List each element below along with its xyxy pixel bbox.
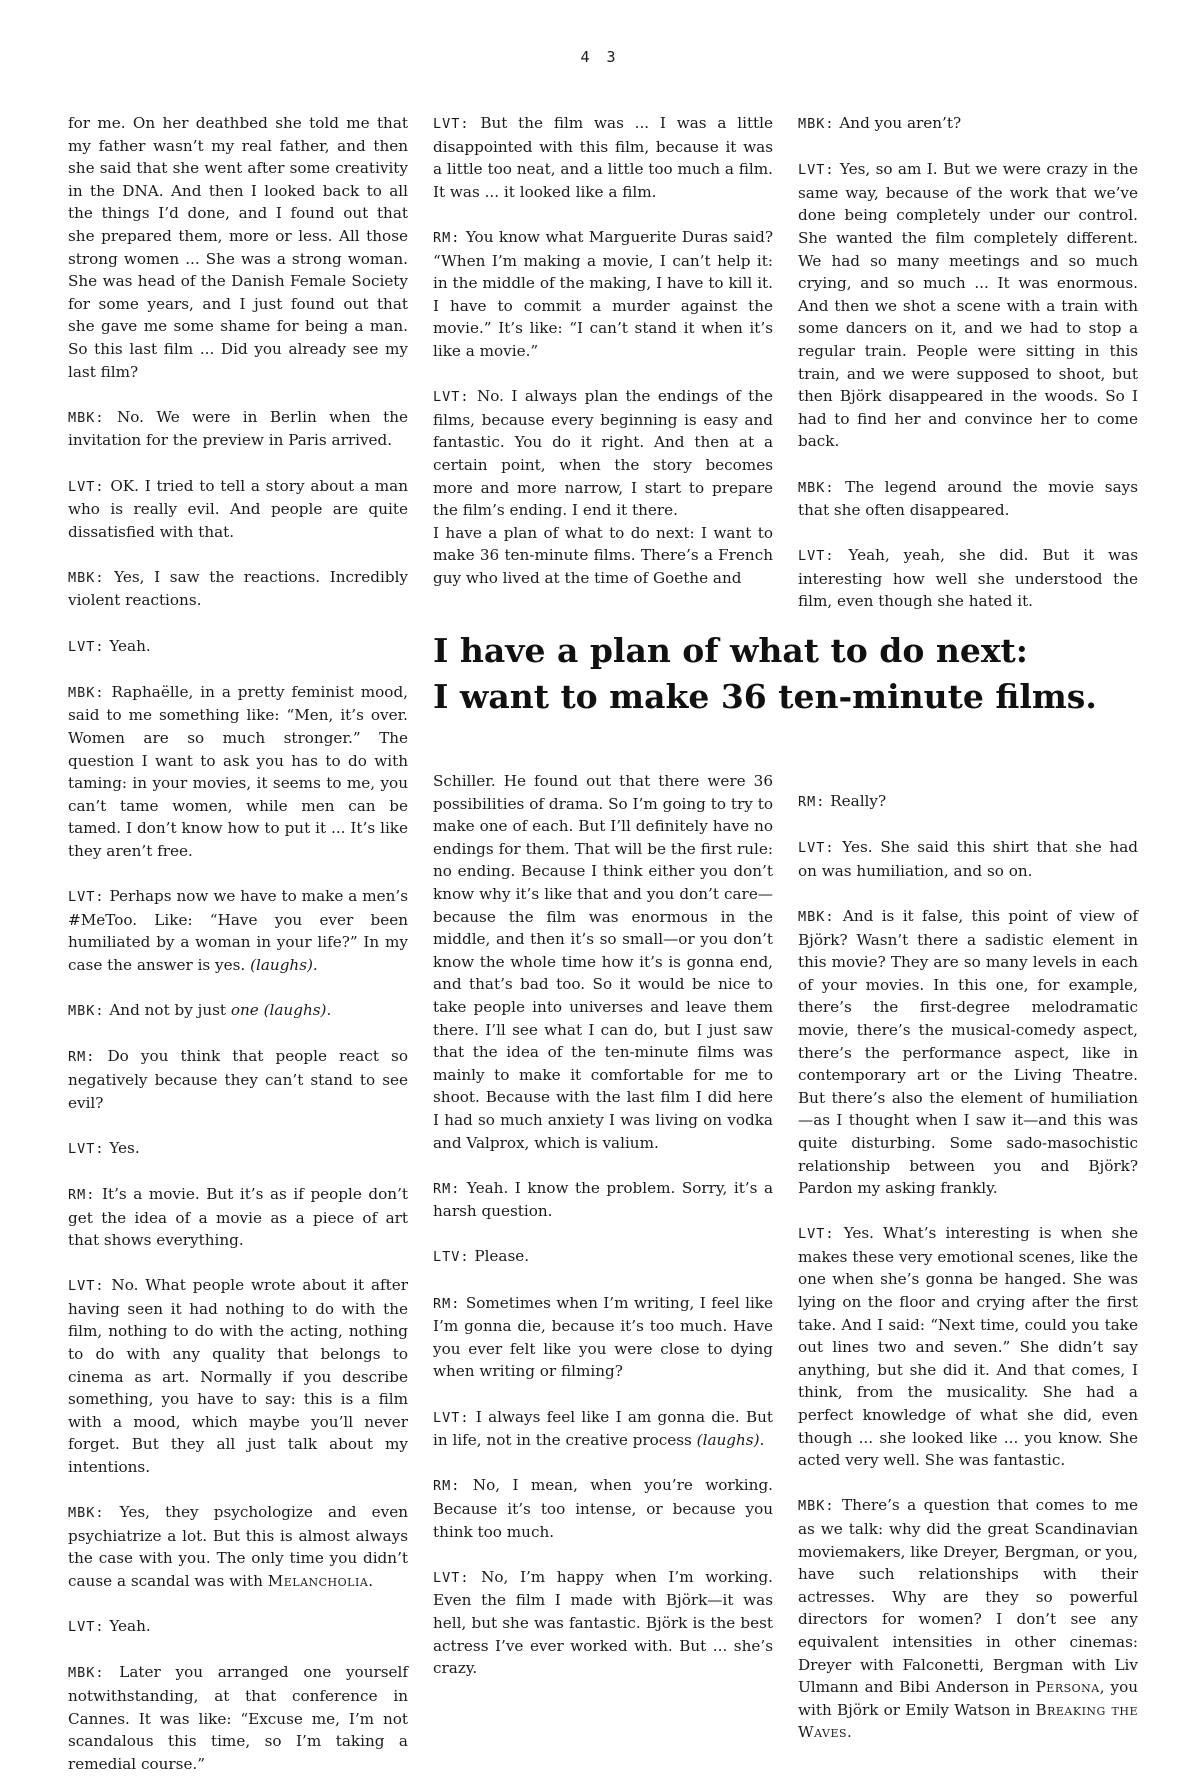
paragraph-text: . bbox=[847, 1723, 852, 1742]
speaker-label: MBK: bbox=[798, 908, 835, 925]
speaker-label: RM: bbox=[433, 229, 461, 246]
paragraph-text: Do you think that people react so negatively because they can’t stand to see evil? bbox=[68, 1047, 408, 1112]
paragraph-text: , you with Björk or Emily Watson in bbox=[798, 1678, 1138, 1719]
paragraph bbox=[68, 1501, 408, 1592]
paragraph-text: for me. On her deathbed she told me that my father wasn’t my real father, and then she said that she went after some creativity in the DNA. And then I looked back to all the things I’d done, and I found out that she prepared them, more or less. All those strong women ... She was a strong woman. She was head of the Danish Female Society for some years, and I just found out that she gave me some shame for being a man. So this last film ... Did you already see my last film? bbox=[68, 114, 408, 381]
paragraph-text: It’s a movie. But it’s as if people don’t get the idea of a movie as a piece of art that shows everything. bbox=[68, 1184, 409, 1250]
speaker-label: RM: bbox=[798, 794, 826, 810]
paragraph bbox=[433, 1566, 773, 1680]
paragraph-text: Yeah. bbox=[109, 636, 151, 655]
paragraph-text: No, I mean, when you’re working. Because it’s too intense, or because you think too much. bbox=[433, 1476, 773, 1541]
paragraph bbox=[68, 1045, 408, 1114]
pull-quote bbox=[433, 628, 1153, 720]
speaker-label: MBK: bbox=[68, 1665, 105, 1682]
speaker-label: LVT: bbox=[68, 478, 105, 495]
film-title: Breaking the Waves bbox=[798, 1700, 1138, 1742]
column-middle-bottom bbox=[433, 770, 773, 1680]
paragraph bbox=[433, 112, 773, 203]
paragraph-text: And not by just bbox=[109, 1001, 227, 1020]
paragraph bbox=[433, 770, 773, 1154]
paragraph-text: Please. bbox=[474, 1247, 530, 1266]
pull-quote-line: I have a plan of what to do next: bbox=[433, 631, 1028, 670]
speaker-label: LVT: bbox=[68, 1278, 105, 1295]
speaker-label: MBK: bbox=[798, 1498, 835, 1515]
speaker-label: LVT: bbox=[68, 638, 105, 655]
speaker-label: RM: bbox=[433, 1478, 461, 1495]
paragraph bbox=[798, 790, 1138, 814]
paragraph bbox=[798, 905, 1138, 1200]
speaker-label: LVT: bbox=[433, 1569, 470, 1586]
paragraph-text: Later you arranged one yourself notwithstanding, at that conference in Cannes. It was like: “Excuse me, I’m not scandalous this time, so I’m taking a remedial course.” bbox=[68, 1663, 409, 1773]
paragraph bbox=[433, 522, 773, 590]
paragraph bbox=[798, 544, 1138, 613]
paragraph-text: Sometimes when I’m writing, I feel like I’m gonna die, because it’s too much. Have you ever felt like you were close to dying when writing or filming? bbox=[433, 1293, 773, 1381]
paragraph bbox=[798, 112, 1138, 136]
paragraph bbox=[433, 1474, 773, 1543]
film-title: Melancholia bbox=[267, 1572, 369, 1590]
paragraph bbox=[68, 1137, 408, 1161]
speaker-label: LVT: bbox=[433, 389, 470, 406]
speaker-label: RM: bbox=[68, 1186, 96, 1203]
paragraph-emphasis: (laughs). bbox=[696, 1431, 765, 1450]
paragraph bbox=[68, 885, 408, 976]
paragraph-text: Yes, so am I. But we were crazy in the same way, because of the work that we’ve done being completely under our control. She wanted the film completely different. We had so many meetings and so much crying, and so much ... It was enormous. And then we shot a scene with a train with some dancers on it, and we had to stop a regular train. People were sitting in this train, and we were supposed to shoot, but then Björk disappeared in the woods. So I had to find her and convince her to come back. bbox=[798, 160, 1139, 451]
paragraph-text: OK. I tried to tell a story about a man who is really evil. And people are quite dissatisfied with that. bbox=[68, 476, 409, 541]
speaker-label: MBK: bbox=[68, 569, 105, 586]
paragraph-text: Raphaëlle, in a pretty feminist mood, said to me something like: “Men, it’s over. Women are so much stronger.” The question I want to ask you has to do with taming: in your movies, it seems to me, you can’t tame women, while men can be tamed. I don’t know how to put it ... It’s like they aren’t free. bbox=[68, 682, 408, 860]
speaker-label: MBK: bbox=[798, 479, 835, 496]
paragraph-text: Schiller. He found out that there were 36 possibilities of drama. So I’m going to try to make one of each. But I’ll definitely have no endings for them. That will be the first rule: no ending. Because I think either you don’t know why it’s like that and you don’t care—because the film was enormous in the middle, and then it’s so small—or you don’t know the whole time how it’s is gonna end, and that’s bad too. So it would be nice to take people into universes and leave them there. I’ll see what I can do, but I just saw that the idea of the ten-minute films was mainly to make it comfortable for me to shoot. Because with the last film I did here I had so much anxiety I was living on vodka and Valprox, which is valium. bbox=[433, 772, 773, 1152]
paragraph bbox=[68, 566, 408, 612]
paragraph bbox=[433, 1292, 773, 1383]
paragraph bbox=[68, 999, 408, 1023]
paragraph-text: I have a plan of what to do next: I want to make 36 ten-minute films. There’s a French guy who lived at the time of Goethe and bbox=[433, 523, 773, 587]
paragraph bbox=[68, 1615, 408, 1639]
paragraph bbox=[68, 1274, 408, 1478]
paragraph-text: Yes. What’s interesting is when she makes these very emotional scenes, like the one when she’s gonna be hanged. She was lying on the floor and crying after the first take. And I said: “Next time, could you take out lines two and seven.” She didn’t say anything, but she did it. And that comes, I think, from the musicality. She had a perfect knowledge of what she did, even though ... she looked like ... you know. She acted very well. She was fantastic. bbox=[798, 1224, 1139, 1470]
paragraph-emphasis: (laughs). bbox=[250, 955, 318, 974]
speaker-label: LVT: bbox=[68, 889, 105, 906]
paragraph-text: Yes, I saw the reactions. Incredibly violent reactions. bbox=[68, 567, 409, 610]
paragraph bbox=[433, 1245, 773, 1269]
speaker-label: MBK: bbox=[798, 116, 835, 132]
paragraph bbox=[798, 158, 1138, 453]
paragraph-text: And is it false, this point of view of Björk? Wasn’t there a sadistic element in this movie? They are so many levels in each of your movies. In this one, for example, there’s the first-degree melodramatic movie, there’s the musical-comedy aspect, there’s the performance aspect, like in contemporary art or the Living Theatre. But there’s also the element of humiliation—as I thought when I saw it—and this was quite disturbing. Some sado-masochistic relationship between you and Björk? Pardon my asking frankly. bbox=[798, 906, 1139, 1198]
paragraph bbox=[798, 476, 1138, 522]
speaker-label: MBK: bbox=[68, 1003, 105, 1020]
paragraph-text: Perhaps now we have to make a men’s #MeToo. Like: “Have you ever been humiliated by a woman in your life?” In my case the answer is yes. bbox=[68, 887, 408, 974]
paragraph bbox=[433, 1406, 773, 1452]
paragraph bbox=[68, 1661, 408, 1775]
paragraph bbox=[433, 1177, 773, 1223]
paragraph-text: You know what Marguerite Duras said? “When I’m making a movie, I can’t help it: in the middle of the making, I have to kill it. I have to commit a murder against the movie.” It’s like: “I can’t stand it when it’s like a movie.” bbox=[433, 227, 773, 360]
paragraph bbox=[798, 836, 1138, 882]
speaker-label: LVT: bbox=[68, 1619, 105, 1636]
paragraph-text: . bbox=[368, 1572, 374, 1590]
paragraph-text: Yes. She said this shirt that she had on was humiliation, and so on. bbox=[798, 838, 1138, 880]
speaker-label: LVT: bbox=[433, 116, 470, 132]
paragraph bbox=[798, 1494, 1138, 1744]
paragraph bbox=[68, 681, 408, 863]
paragraph-text: Yeah. I know the problem. Sorry, it’s a harsh question. bbox=[433, 1178, 773, 1221]
speaker-label: LVT: bbox=[798, 548, 835, 565]
paragraph-emphasis: one (laughs). bbox=[230, 1001, 332, 1020]
column-left bbox=[68, 112, 408, 1775]
paragraph bbox=[433, 226, 773, 363]
page-number: 4 3 bbox=[580, 48, 620, 66]
paragraph bbox=[68, 1183, 408, 1252]
paragraph bbox=[68, 475, 408, 544]
paragraph-text: Yeah, yeah, she did. But it was interesting how well she understood the film, even though she hated it. bbox=[798, 546, 1138, 611]
speaker-label: RM: bbox=[68, 1049, 96, 1066]
paragraph-text: There’s a question that comes to me as we talk: why did the great Scandinavian moviemakers, like Dreyer, Bergman, or you, have such relationships with their actresses. Why are they so powerful directors for women? I don’t see any equivalent intensities in other cinemas: Dreyer with Falconetti, Bergman with Liv Ulmann and Bibi Anderson in bbox=[798, 1496, 1139, 1697]
paragraph-text: Yes, they psychologize and even psychiatrize a lot. But this is almost always the case with you. The only time you didn’t cause a scandal was with bbox=[68, 1503, 409, 1590]
paragraph bbox=[68, 112, 408, 383]
paragraph-text: And you aren’t? bbox=[839, 114, 962, 132]
speaker-label: LVT: bbox=[798, 840, 835, 857]
speaker-label: LVT: bbox=[798, 1226, 835, 1243]
column-middle-top bbox=[433, 112, 773, 589]
speaker-label: LTV: bbox=[433, 1249, 470, 1266]
paragraph bbox=[798, 1222, 1138, 1472]
film-title: Persona bbox=[1035, 1678, 1100, 1697]
paragraph-text: Yes. bbox=[109, 1138, 140, 1157]
paragraph-text: No, I’m happy when I’m working. Even the film I made with Björk—it was hell, but she was fantastic. Björk is the best actress I’ve ever worked with. But ... she’s crazy. bbox=[433, 1567, 773, 1678]
speaker-label: RM: bbox=[433, 1295, 461, 1312]
paragraph-text: Yeah. bbox=[109, 1617, 151, 1636]
speaker-label: MBK: bbox=[68, 684, 105, 701]
speaker-label: MBK: bbox=[68, 409, 105, 426]
paragraph-text: Really? bbox=[830, 792, 887, 810]
paragraph bbox=[68, 406, 408, 452]
speaker-label: LVT: bbox=[798, 162, 835, 179]
speaker-label: LVT: bbox=[68, 1140, 105, 1157]
paragraph-text: I always feel like I am gonna die. But in life, not in the creative process bbox=[433, 1407, 774, 1450]
paragraph bbox=[433, 385, 773, 522]
speaker-label: RM: bbox=[433, 1180, 461, 1197]
paragraph-text: No. I always plan the endings of the films, because every beginning is easy and fantastic. You do it right. And then at a certain point, when the story becomes more and more narrow, I start to prepare the film’s ending. I end it there. bbox=[433, 387, 774, 520]
column-right-top bbox=[798, 112, 1138, 613]
paragraph-text: The legend around the movie says that she often disappeared. bbox=[798, 477, 1139, 520]
column-right-bottom bbox=[798, 790, 1138, 1744]
paragraph-text: No. We were in Berlin when the invitation for the preview in Paris arrived. bbox=[68, 407, 408, 450]
paragraph bbox=[68, 635, 408, 659]
pull-quote-line: I want to make 36 ten-minute films. bbox=[433, 677, 1097, 716]
paragraph-text: But the film was ... I was a little disappointed with this film, because it was a little too neat, and a little too much a film. It was ... it looked like a film. bbox=[433, 114, 773, 201]
speaker-label: MBK: bbox=[68, 1505, 105, 1522]
speaker-label: LVT: bbox=[433, 1409, 470, 1426]
paragraph-text: No. What people wrote about it after having seen it had nothing to do with the film, nothing to do with the acting, nothing to do with any quality that belongs to cinema as art. Normally if you describe something, you have to say: this is a film with a mood, which maybe you’ll never forget. But they all just talk about my intentions. bbox=[68, 1276, 408, 1477]
